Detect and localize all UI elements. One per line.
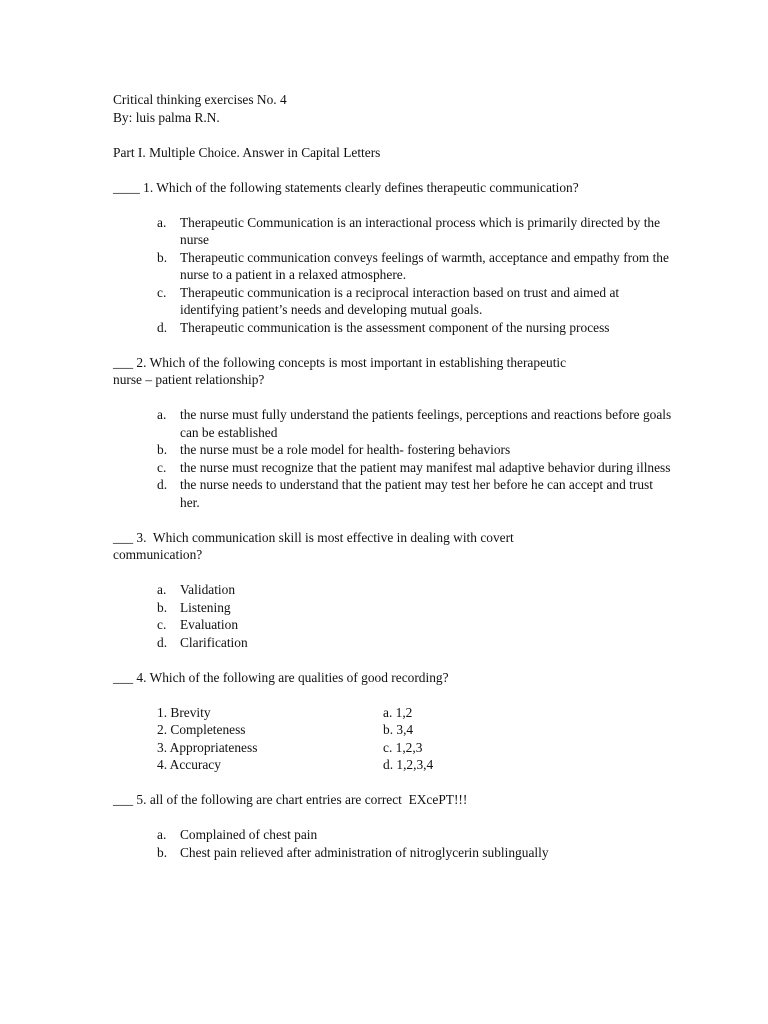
question-3-stem-cont: communication? <box>113 547 203 562</box>
q4-choice-c: c. 1,2,3 <box>383 739 423 755</box>
q4-choice-d: d. 1,2,3,4 <box>383 757 434 772</box>
question-4-matrix <box>157 704 673 774</box>
option-a: a. Validation <box>157 582 236 597</box>
q4-item-2: 2. Completeness <box>157 722 246 737</box>
q4-item-3: 3. Appropriateness <box>157 739 258 755</box>
option-b: b. Chest pain relieved after administration of nitroglycerin sublingually <box>157 844 549 860</box>
option-a: a. the nurse must fully understand the patients feelings, perceptions and reactions before goals can be established <box>157 407 672 440</box>
question-2-stem: ___ 2. Which of the following concepts is most important in establishing therapeutic <box>113 354 567 370</box>
document-page <box>113 91 673 861</box>
option-c: c. Therapeutic communication is a reciprocal interaction based on trust and aimed at identifying patient’s needs and developing mutual goals. <box>157 284 620 317</box>
q4-choice-b: b. 3,4 <box>383 722 414 737</box>
option-b: b. Listening <box>157 599 231 615</box>
option-b: b. the nurse must be a role model for health- fostering behaviors <box>157 442 511 457</box>
option-a: a. Complained of chest pain <box>157 827 318 842</box>
question-4-stem: ___ 4. Which of the following are qualities of good recording? <box>113 669 449 685</box>
option-a: a. Therapeutic Communication is an interactional process which is primarily directed by the nurse <box>157 214 661 247</box>
document-author: By: luis palma R.N. <box>113 109 220 125</box>
question-1-options <box>157 214 673 337</box>
q4-item-4: 4. Accuracy <box>157 757 221 772</box>
option-b: b. Therapeutic communication conveys feelings of warmth, acceptance and empathy from the nurse to a patient in a relaxed atmosphere. <box>157 249 669 282</box>
q4-item-1: 1. Brevity <box>157 704 211 720</box>
option-c: c. Evaluation <box>157 617 239 632</box>
question-1-stem: ____ 1. Which of the following statements clearly defines therapeutic communication? <box>113 179 579 195</box>
question-2-stem-cont: nurse – patient relationship? <box>113 372 265 387</box>
question-2-options <box>157 406 673 511</box>
option-c: c. the nurse must recognize that the patient may manifest mal adaptive behavior during illness <box>157 459 671 475</box>
part-heading: Part I. Multiple Choice. Answer in Capital Letters <box>113 144 381 160</box>
document-title: Critical thinking exercises No. 4 <box>113 92 287 107</box>
question-3-stem: ___ 3. Which communication skill is most effective in dealing with covert <box>113 529 514 545</box>
q4-choice-a: a. 1,2 <box>383 704 413 720</box>
option-d: d. Clarification <box>157 634 248 650</box>
option-d: d. Therapeutic communication is the assessment component of the nursing process <box>157 319 610 335</box>
question-5-options <box>157 826 673 861</box>
option-d: d. the nurse needs to understand that the patient may test her before he can accept and trust her. <box>157 477 653 510</box>
question-3-options <box>157 581 673 651</box>
question-5-stem: ___ 5. all of the following are chart entries are correct EXcePT!!! <box>113 792 468 807</box>
